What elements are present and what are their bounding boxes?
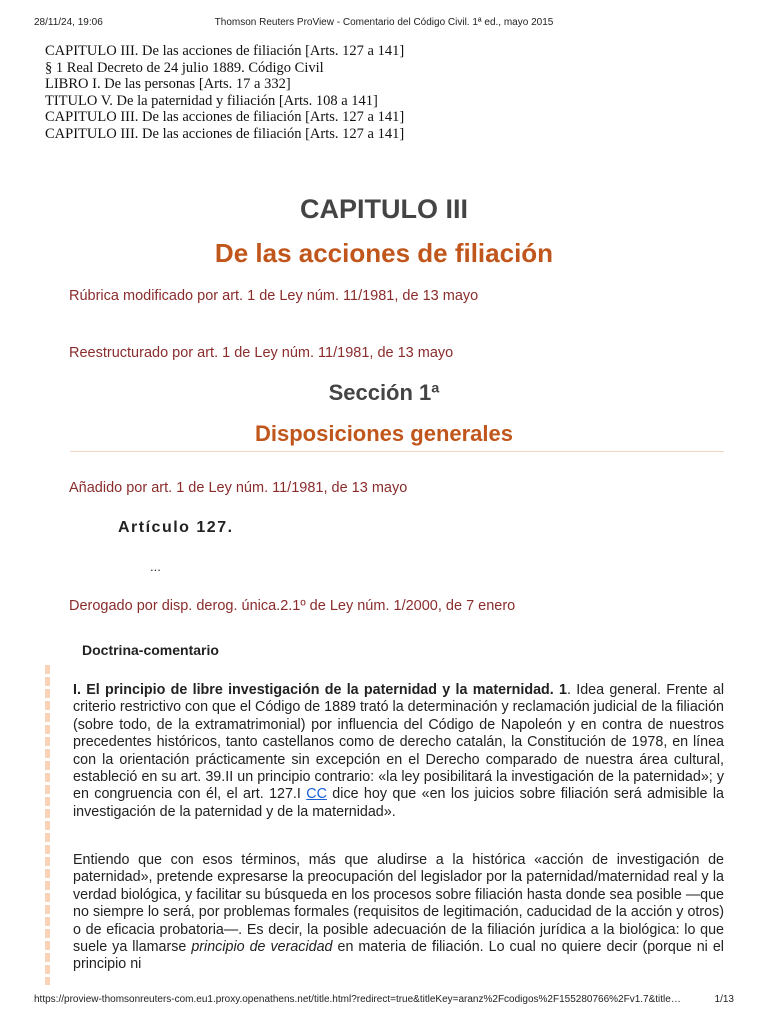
breadcrumb-item[interactable]: CAPITULO III. De las acciones de filiación [Arts. 127 a 141] — [45, 109, 405, 125]
rubrica-note: Rúbrica modificado por art. 1 de Ley núm. 11/1981, de 13 mayo — [69, 288, 479, 304]
commentary-paragraph — [73, 682, 724, 821]
paragraph-heading: I. El principio de libre investigación de la paternidad y la maternidad. 1 — [73, 682, 567, 698]
paragraph-text: Entiendo que con esos términos, más que aludirse a la histórica «acción de investigación de paternidad», pretende expresarse la preocupación del legislador por la paternidad/maternidad real y la verdad biológica, y facilitar su búsqueda en los procesos sobre filiación hasta donde sea posible —que no siempre lo será, por problemas formales (requisitos de legitimación, caducidad de la acción y otros) o de eficacia probatoria—. Es decir, la posible adecuación de la filiación jurídica a la biológica: lo que suele ya llamarse — [73, 852, 724, 956]
print-date: 28/11/24, 19:06 — [34, 17, 103, 28]
restructure-note: Reestructurado por art. 1 de Ley núm. 11/1981, de 13 mayo — [69, 345, 454, 361]
breadcrumb-item[interactable]: TITULO V. De la paternidad y filiación [Arts. 108 a 141] — [45, 92, 378, 109]
doctrina-heading: Doctrina-comentario — [82, 642, 219, 658]
commentary-margin-bar — [45, 665, 50, 985]
added-note: Añadido por art. 1 de Ley núm. 11/1981, de 13 mayo — [69, 480, 408, 496]
section-divider — [70, 451, 724, 452]
paragraph-text: dice hoy que «en los juicios sobre filiación será admisible la investigación de la paternidad y de la maternidad». — [73, 786, 724, 820]
breadcrumb-item[interactable]: § 1 Real Decreto de 24 julio 1889. Código Civil — [45, 59, 324, 76]
article-heading: Artículo 127. — [118, 519, 234, 536]
breadcrumb-item[interactable]: CAPITULO III. De las acciones de filiación [Arts. 127 a 141] — [45, 125, 405, 142]
commentary-paragraph — [73, 852, 724, 974]
article-body: ... — [150, 559, 161, 574]
chapter-title: De las acciones de filiación — [214, 238, 554, 268]
print-header-title: Thomson Reuters ProView - Comentario del Código Civil. 1ª ed., mayo 2015 — [214, 17, 554, 28]
section-title: Disposiciones generales — [255, 421, 513, 446]
breadcrumb-item[interactable]: LIBRO I. De las personas [Arts. 17 a 332] — [45, 76, 291, 92]
derogation-note: Derogado por disp. derog. única.2.1º de Ley núm. 1/2000, de 7 enero — [69, 598, 516, 614]
section-number: Sección 1ª — [328, 380, 440, 405]
print-footer-url: https://proview-thomsonreuters-com.eu1.proxy.openathens.net/title.html?redirect=true&titleKey=aranz%2Fcodigos%2F155280766%2Fv1.7&title… — [34, 994, 681, 1005]
paragraph-text: . Idea general. Frente al criterio restrictivo con que el Código de 1889 trató la determinación y reclamación judicial de la filiación (sobre todo, de la extramatrimonial) por influencia del Código de Napoleón y en contra de nuestros precedentes históricos, tanto castellanos como de derecho catalán, la Constitución de 1978, en línea con la orientación prácticamente sin excepción en el Derecho comparado de nuestra área cultural, estableció en su art. 39.II un principio contrario: «la ley posibilitará la investigación de la paternidad»; y en congruencia con él, el art. 127.I — [73, 682, 724, 803]
chapter-number: CAPITULO III — [300, 194, 468, 224]
page-number: 1/13 — [714, 994, 734, 1005]
paragraph-emphasis: principio de veracidad — [191, 939, 333, 956]
cc-link[interactable]: CC — [306, 786, 327, 803]
breadcrumb — [45, 43, 404, 142]
breadcrumb-item[interactable]: CAPITULO III. De las acciones de filiación [Arts. 127 a 141] — [45, 43, 405, 59]
paragraph-text: en materia de filiación. Lo cual no quiere decir (porque ni el principio ni — [73, 939, 724, 973]
